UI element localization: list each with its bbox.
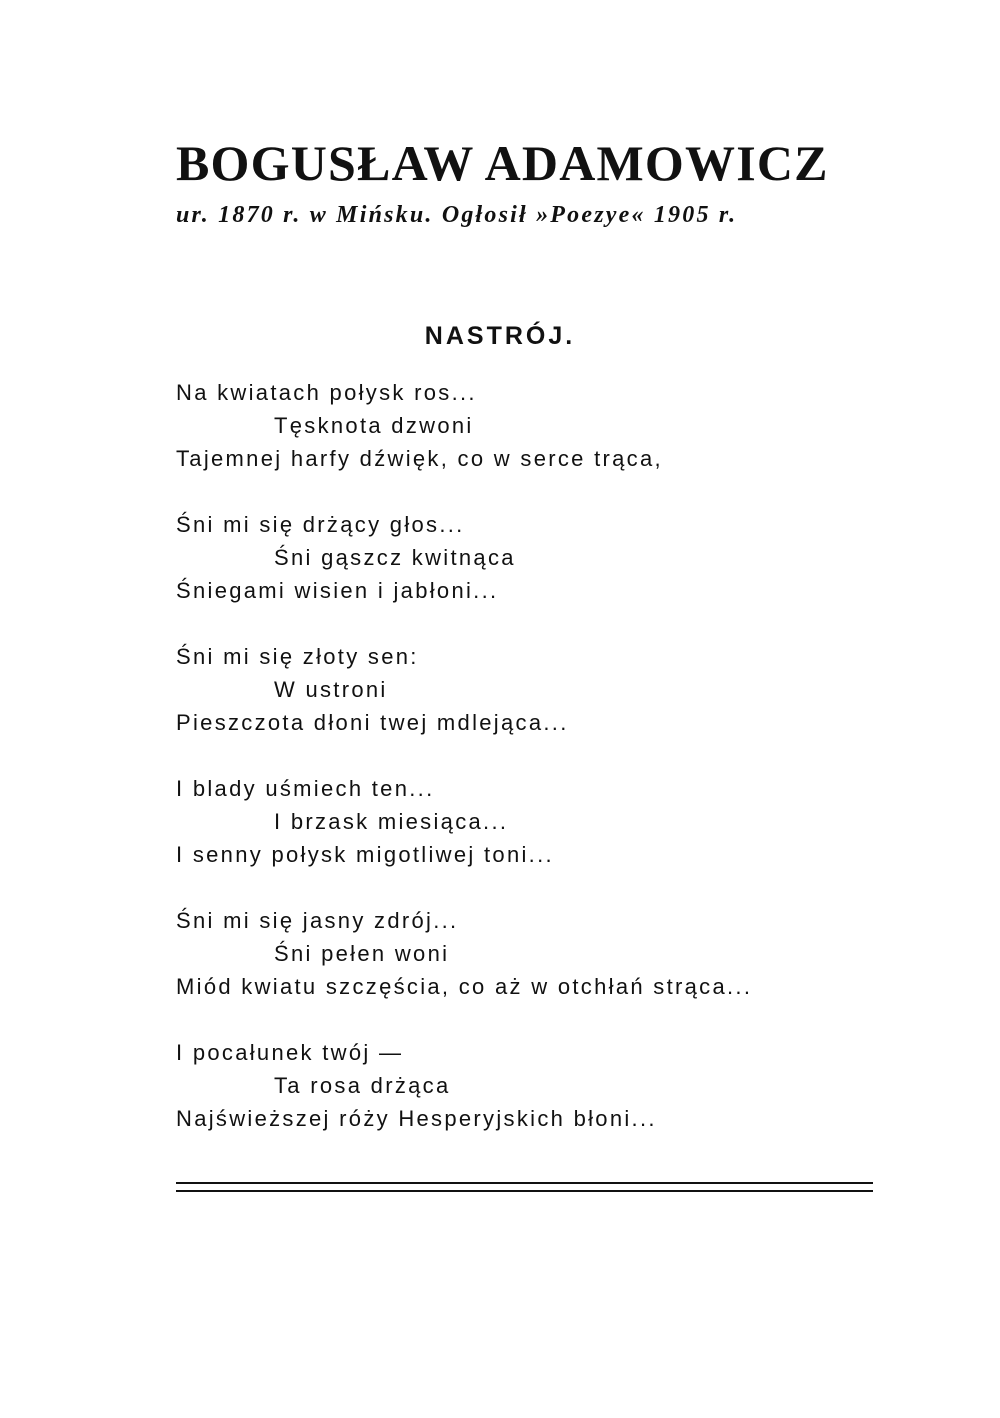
poem-line: Śni mi się złoty sen: bbox=[176, 644, 419, 669]
stanza bbox=[176, 376, 896, 475]
stanza bbox=[176, 640, 896, 739]
poem-line: I senny połysk migotliwej toni... bbox=[176, 842, 554, 867]
poem-line: Śni pełen woni bbox=[274, 941, 450, 966]
poem-line: I brzask miesiąca... bbox=[274, 809, 509, 834]
poem-line: Śni gąszcz kwitnąca bbox=[274, 545, 516, 570]
stanza bbox=[176, 904, 896, 1003]
end-rule-bottom bbox=[176, 1190, 873, 1192]
end-rule-top bbox=[176, 1182, 873, 1184]
poem-line: Najświeższej róży Hesperyjskich błoni... bbox=[176, 1106, 657, 1131]
poem-line: Tęsknota dzwoni bbox=[274, 413, 474, 438]
poem-line: Śniegami wisien i jabłoni... bbox=[176, 578, 499, 603]
poem-line: Śni mi się jasny zdrój... bbox=[176, 908, 459, 933]
poem-line: Na kwiatach połysk ros... bbox=[176, 380, 477, 405]
poem-line: I pocałunek twój — bbox=[176, 1040, 404, 1065]
poem-body bbox=[176, 376, 896, 1168]
poem-line: Miód kwiatu szczęścia, co aż w otchłań strąca... bbox=[176, 974, 753, 999]
stanza bbox=[176, 772, 896, 871]
poem-line: I blady uśmiech ten... bbox=[176, 776, 435, 801]
stanza bbox=[176, 508, 896, 607]
poem-line: Ta rosa drżąca bbox=[274, 1073, 451, 1098]
poem-title: NASTRÓJ. bbox=[424, 322, 576, 350]
poem-line: Śni mi się drżący głos... bbox=[176, 512, 465, 537]
author-bio: ur. 1870 r. w Mińsku. Ogłosił »Poezye« 1905 r. bbox=[176, 202, 738, 228]
poem-line: W ustroni bbox=[274, 677, 388, 702]
poem-line: Tajemnej harfy dźwięk, co w serce trąca, bbox=[176, 446, 663, 471]
author-name: BOGUSŁAW ADAMOWICZ bbox=[176, 135, 829, 191]
poem-line: Pieszczota dłoni twej mdlejąca... bbox=[176, 710, 569, 735]
stanza bbox=[176, 1036, 896, 1135]
